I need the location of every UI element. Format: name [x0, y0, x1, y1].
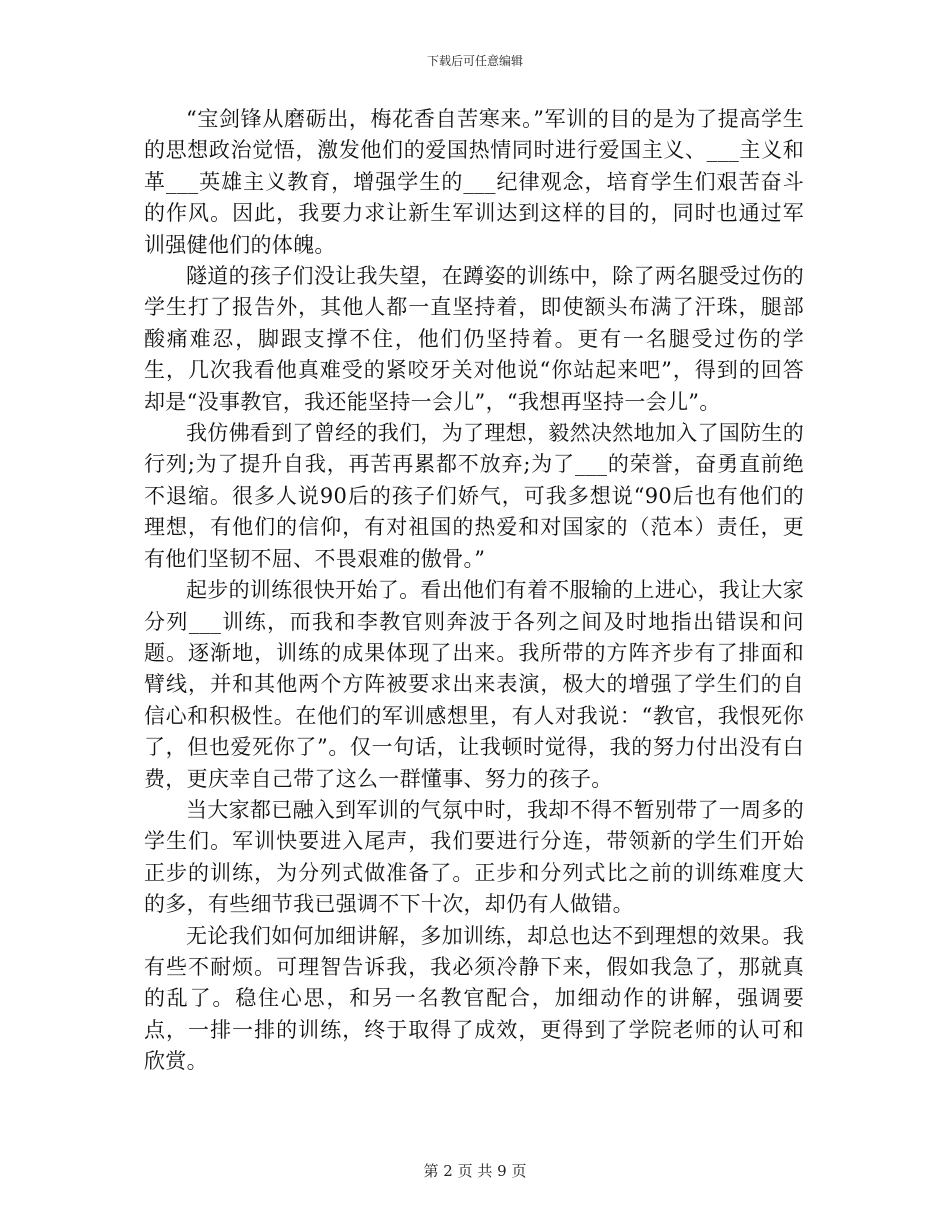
paragraph: 无论我们如何加细讲解，多加训练，却总也达不到理想的效果。我有些不耐烦。可理智告诉我，我必须冷静下来，假如我急了，那就真的乱了。稳住心思，和另一名教官配合，加细动作的讲解，强调要点，一排一排的训练，终于取得了成效，更得到了学院老师的认可和欣赏。	[144, 923, 804, 1074]
paragraph: 起步的训练很快开始了。看出他们有着不服输的上进心，我让大家分列___训练，而我和李教官则奔波于各列之间及时地指出错误和问题。逐渐地，训练的成果体现了出来。我所带的方阵齐步有了排面和臂线，并和其他两个方阵被要求出来表演，极大的增强了学生们的自信心和积极性。在他们的军训感想里，有人对我说：“教官，我恨死你了，但也爱死你了”。仅一句话，让我顿时觉得，我的努力付出没有白费，更庆幸自己带了这么一群懂事、努力的孩子。	[144, 578, 804, 791]
page-number: 第 2 页 共 9 页	[423, 1162, 527, 1180]
page-header-note: 下载后可任意编辑	[426, 54, 523, 68]
paragraph: 隧道的孩子们没让我失望，在蹲姿的训练中，除了两名腿受过伤的学生打了报告外，其他人都一直坚持着，即使额头布满了汗珠，腿部酸痛难忍，脚跟支撑不住，他们仍坚持着。更有一名腿受过伤的学生，几次我看他真难受的紧咬牙关对他说“你站起来吧”，得到的回答却是“没事教官，我还能坚持一会儿”，“我想再坚持一会儿”。	[144, 264, 804, 414]
paragraph: 我仿佛看到了曾经的我们，为了理想，毅然决然地加入了国防生的行列;为了提升自我，再苦再累都不放弃;为了___的荣誉，奋勇直前绝不退缩。很多人说90后的孩子们娇气，可我多想说“90后也有他们的理想，有他们的信仰，有对祖国的热爱和对国家的（范本）责任，更有他们坚韧不屈、不畏艰难的傲骨。”	[144, 421, 804, 571]
document-body	[144, 104, 804, 1078]
paragraph: 当大家都已融入到军训的气氛中时，我却不得不暂别带了一周多的学生们。军训快要进入尾声，我们要进行分连，带领新的学生们开始正步的训练，为分列式做准备了。正步和分列式比之前的训练难度大的多，有些细节我已强调不下十次，却仍有人做错。	[144, 797, 804, 917]
paragraph: “宝剑锋从磨砺出，梅花香自苦寒来。”军训的目的是为了提高学生的思想政治觉悟，激发他们的爱国热情同时进行爱国主义、___主义和革___英雄主义教育，增强学生的___纪律观念，培育学生们艰苦奋斗的作风。因此，我要力求让新生军训达到这样的目的，同时也通过军训强健他们的体魄。	[144, 107, 804, 257]
